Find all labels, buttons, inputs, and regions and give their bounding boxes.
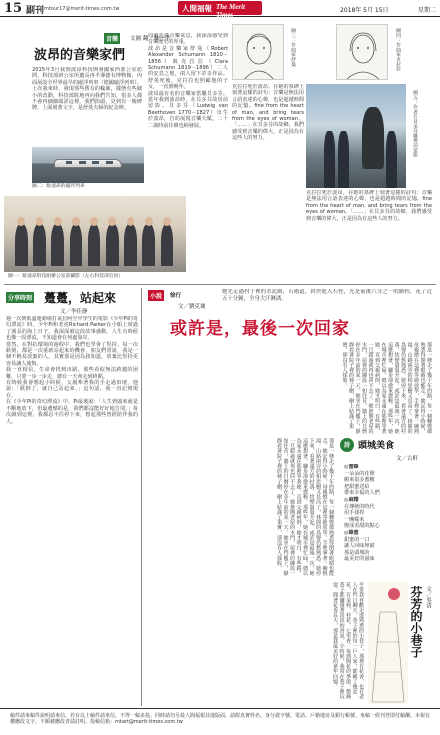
vertical-divider xyxy=(141,288,142,706)
verse-line: 一朵朵的花開 xyxy=(344,470,375,477)
music-paragraph: 波昂最有名的音樂家當屬貝多芬。當年我到波昂時，在貝多芬故居前留影。貝多芬（Ludwig van Beethoven 1770－1827）出生於波昂，自幼展現音樂天賦，二十二歲時前往維也納發展。 xyxy=(148,90,228,129)
fiction-lead xyxy=(222,289,432,309)
alley-title: 芬芳的小巷子 xyxy=(409,586,423,658)
footer-text: 稿件請來稿件說明請來信。若有以上稿件請來信，不得一稿多投。同時請勿另投人間福報其他版面，請附真實姓名、身分證字號、電話、戶籍地址及銀行帳號。來稿一經刊登即付稿酬。本報有權刪改文字，不願被刪改者請註明。投稿信箱：mtart@merit-times.com.tw xyxy=(10,713,431,726)
fiction-byline: 文／劉克襄 xyxy=(178,304,206,310)
alley-byline: 文／吳清 xyxy=(425,586,431,608)
portrait1-caption: 圖三：作曲家舒曼 xyxy=(290,28,295,67)
music-body-col4 xyxy=(306,190,432,274)
fiction-title-part2: 最後一次回家 xyxy=(242,319,350,339)
newspaper-logo xyxy=(178,1,262,19)
train-window xyxy=(66,161,73,164)
verse-line: 搬來很多蜜糖 xyxy=(344,477,375,484)
music-byline: 文圖 翻／林一平 xyxy=(130,36,171,42)
share-title: 躉躉，站起來 xyxy=(44,291,117,305)
verse-line: 那是頭城的 xyxy=(344,549,370,556)
share-body xyxy=(6,316,138,704)
maglev-train-photo xyxy=(32,147,144,183)
verse-line: 變成香甜的點心 xyxy=(344,523,380,530)
share-paragraph: 有時候我會想起小時候，父親牽著我的手走過田埂，他說：「跌倒了，就自己站起來。」這句話，我一直記到現在。 xyxy=(6,380,138,399)
share-paragraph: 週一次到低溫運動場打氣拉阿空中學生的電影《少年Pi的奇幻漂流》時，少年Pi和老虎Richard Parker在小船上度過了漫長的海上日子，我深深被這段故事感動。人生有時候也像一段漂流，不知道會在何處靠岸。 xyxy=(6,316,138,342)
fiction-section-tag: 小說 xyxy=(148,290,164,301)
share-paragraph: 在《少年Pi的奇幻漂流》中，Pi最後說：「人生到頭來就是不斷地放下，但最遺憾的是，我們都沒能好好地告別。」每次讀到這裡，我都忍不住停下來，想起那些曾經陪伴我的人。 xyxy=(6,399,138,425)
fiction-lead-text: 她先走過村子裡的水泥路，石階道，終於進入石徑，光是前後六分之一的路程，花了近五十分鐘，全身大汗淋漓。 xyxy=(222,289,432,302)
fiction-title xyxy=(170,314,350,339)
share-byline: 文／李佳靜 xyxy=(60,309,88,315)
fiction-body-lower xyxy=(150,438,334,578)
alley-text: 平常我喜歡走進熟悉的小巷子，那裡有花香，也有老人在門口聊天。巷子裡的每一戶人家，都種了幾盆花，有茉莉、桂花、七里香，每到開花的季節，整條巷子都瀰漫著淡淡的香氣。小時候，我常在巷子裡玩耍，聞著花香長大，那是我最美好的童年回憶。 xyxy=(332,582,364,700)
fiction-title-part1: 或許是， xyxy=(170,319,242,339)
beethoven-statue-photo xyxy=(306,84,406,188)
music-paragraph: 波昂是音樂家舒曼（Robert Alexander Schumann 1810－1856）與克拉拉（Clara Schumann 1819－1896）二人的安息之地，兩人留下許多作品。舒曼死後，克拉拉也照顧他的子女，一直到晚年。 xyxy=(148,45,228,91)
section-name: 副刊 xyxy=(26,6,45,16)
music-paragraph: 2015年3月我到波昂科技開發國家西部公室訪問，科技部研公室所邀長再半導德有博物館，內面展設全世界最早的磁浮列車（德國磁浮列車），上次我來時，發現那些舊有的輪廓，樣態有些細小的改動，科技部駐地再向我們告知，很多人都不會再細細端詳這裡。我們抬頭，見到有一塊碑牌，上面刻著文字，是舒曼夫婦的紀念碑。 xyxy=(32,67,142,112)
train-caption: 圖二：駐波昂的磁浮列車 xyxy=(32,184,85,189)
train-window xyxy=(106,161,113,164)
verse-title: ◎蜜蜂 xyxy=(344,464,359,470)
fiction-text: 那是一條走了幾十年的路，每一個轉彎都熟悉得閉著眼睛也能走。她記得小時候，母親總在這裡等她放學，手裡拿著一碗熱湯。山路兩旁的相思樹又長高了，林間的鳥聲仍舊熟悉。她停下來，看著遠方的村落，炊煙裊裊升起。或許是最後一次，她這麼想著，腳步卻愈來愈輕。那些年，她在城市裡忙碌，總以為家永遠在那裡等著她。直到父親病倒，她才明白，有些路，一旦錯過就再也回不去了。她推開老屋的木門，屋裡的陳設一如往昔，牆上的日曆停在多年前的某一天。她坐在門檻上，靜靜看著院子裡的柿子樹，樹上結滿了果實，卻沒有人採收。 xyxy=(341,342,432,434)
verse-line: 讓人回味無窮 xyxy=(344,543,375,550)
horizontal-divider xyxy=(4,284,436,285)
music-right-text: 克拉拉死於波昂。在她的墓碑上刻著這樣的詩句：音樂是無法用言語表達的心聲，也是超越時間的記憶。fine from the heart of man, and bring tears from the eyes of woman。「……」在貝多芬的故鄉，我們感受到音樂的偉大，正是因為有這些人的努力。 xyxy=(232,84,304,142)
poem-byline: 文／古軒 xyxy=(396,456,419,462)
music-body-col1 xyxy=(32,67,142,147)
verse-line: 最美好的滋味 xyxy=(344,556,375,563)
website[interactable]: mtour17@merit-times.com.tw xyxy=(44,6,120,12)
music-right-text: 克拉拉死於波昂。在她的墓碑上刻著這樣的詩句：音樂是無法用言語表達的心聲，也是超越時間的記憶。fine from the heart of man, and bring tears from the eyes of woman。「……」在貝多芬的故鄉，我們感受到音樂的偉大，正是因為有這些人的努力。 xyxy=(306,190,432,222)
logo-english: The Merit Times xyxy=(216,3,245,19)
poem-verses xyxy=(344,464,432,576)
train-window xyxy=(79,161,86,164)
share-paragraph: 我一直相信，生命會找到出路。那些看似無法跨越的困難，只要一步一步走，總有一天會走到終點。 xyxy=(6,367,138,380)
masthead xyxy=(0,0,440,17)
share-section-tag: 分享時刻 xyxy=(6,292,34,303)
fiction-author-tag: 徐行 xyxy=(170,293,182,299)
group-photo xyxy=(4,196,186,272)
fiction-body xyxy=(150,342,432,434)
verse-title: ◎蜂蜜 xyxy=(344,529,359,536)
verse-line: 把甜蜜送給 xyxy=(344,483,370,490)
portrait2-caption: 圖四：作曲家克拉拉 xyxy=(395,28,400,72)
person-shape xyxy=(338,131,349,188)
music-paragraph: 周邊流滿音樂氣息，我深深感受到音樂歷史的厚重。 xyxy=(148,33,228,46)
poem-title: 頭城美食 xyxy=(358,441,395,451)
group-photo-caption: 圖一：駐波昂科技組辦公室前攝影（左右科技部官員） xyxy=(8,274,124,279)
train-window xyxy=(92,161,99,164)
music-body-col3 xyxy=(232,84,304,194)
verse-line: 甜蜜的一口 xyxy=(344,536,370,543)
clara-sketch xyxy=(337,25,388,80)
person-shape xyxy=(324,131,335,188)
music-body-col2 xyxy=(148,33,228,195)
verse-line: 帶來幸福的人們 xyxy=(344,490,380,497)
issue-date: 2018年 5月 15日 xyxy=(340,7,389,14)
schumann-portrait xyxy=(232,24,284,80)
issue-weekday: 星期二 xyxy=(418,7,437,14)
verse-line: 在傳統的時代 xyxy=(344,503,375,510)
music-section-tag: 音樂 xyxy=(104,33,120,44)
poem-tag: 詩 xyxy=(340,438,354,452)
statue-shape xyxy=(362,107,384,169)
page-number: 15 xyxy=(4,1,23,16)
clara-portrait xyxy=(336,24,388,80)
music-title: 波昂的音樂家們 xyxy=(34,48,126,63)
poem-box xyxy=(338,432,436,578)
verse-line: 用手揉捏 xyxy=(344,510,365,517)
verse-title: ◎麻糬 xyxy=(344,496,359,503)
logo-chinese: 人間福報 xyxy=(182,4,212,13)
share-paragraph: 當然，在對抗環境的過程中，我們也學會了堅持。每一次跌倒，都是一次重新站起來的機會。朋友們常說，我是一個不輕易放棄的人，其實那是因為我知道，放棄比堅持更容易讓人後悔。 xyxy=(6,341,138,367)
verse-line: 一團糯米 xyxy=(344,516,365,523)
fiction-text: 那是一條走了幾十年的路，每一個轉彎都熟悉得閉著眼睛也能走。她記得小時候，母親總在這裡等她放學，手裡拿著一碗熱湯。山路兩旁的相思樹又長高了，林間的鳥聲仍舊熟悉。她停下來，看著遠方的村落，炊煙裊裊升起。或許是最後一次，她這麼想著，腳步卻愈來愈輕。那些年，她在城市裡忙碌，總以為家永遠在那裡等著她。直到父親病倒，她才明白，有些路，一旦錯過就再也回不去了。她推開老屋的木門，屋裡的陳設一如往昔，牆上的日曆停在多年前的某一天。她坐在門檻上，靜靜看著院子裡的柿子樹，樹上結滿了果實，卻沒有人採收。 xyxy=(276,438,334,576)
schumann-sketch xyxy=(233,25,284,80)
person-shape xyxy=(386,131,397,188)
alley-body xyxy=(150,582,364,704)
alley-illustration xyxy=(368,582,408,704)
footer-notice xyxy=(0,708,440,735)
alley-drawing xyxy=(368,582,408,704)
statue-caption: 圖五：作者在貝多芬雕像前留影 xyxy=(412,90,417,158)
